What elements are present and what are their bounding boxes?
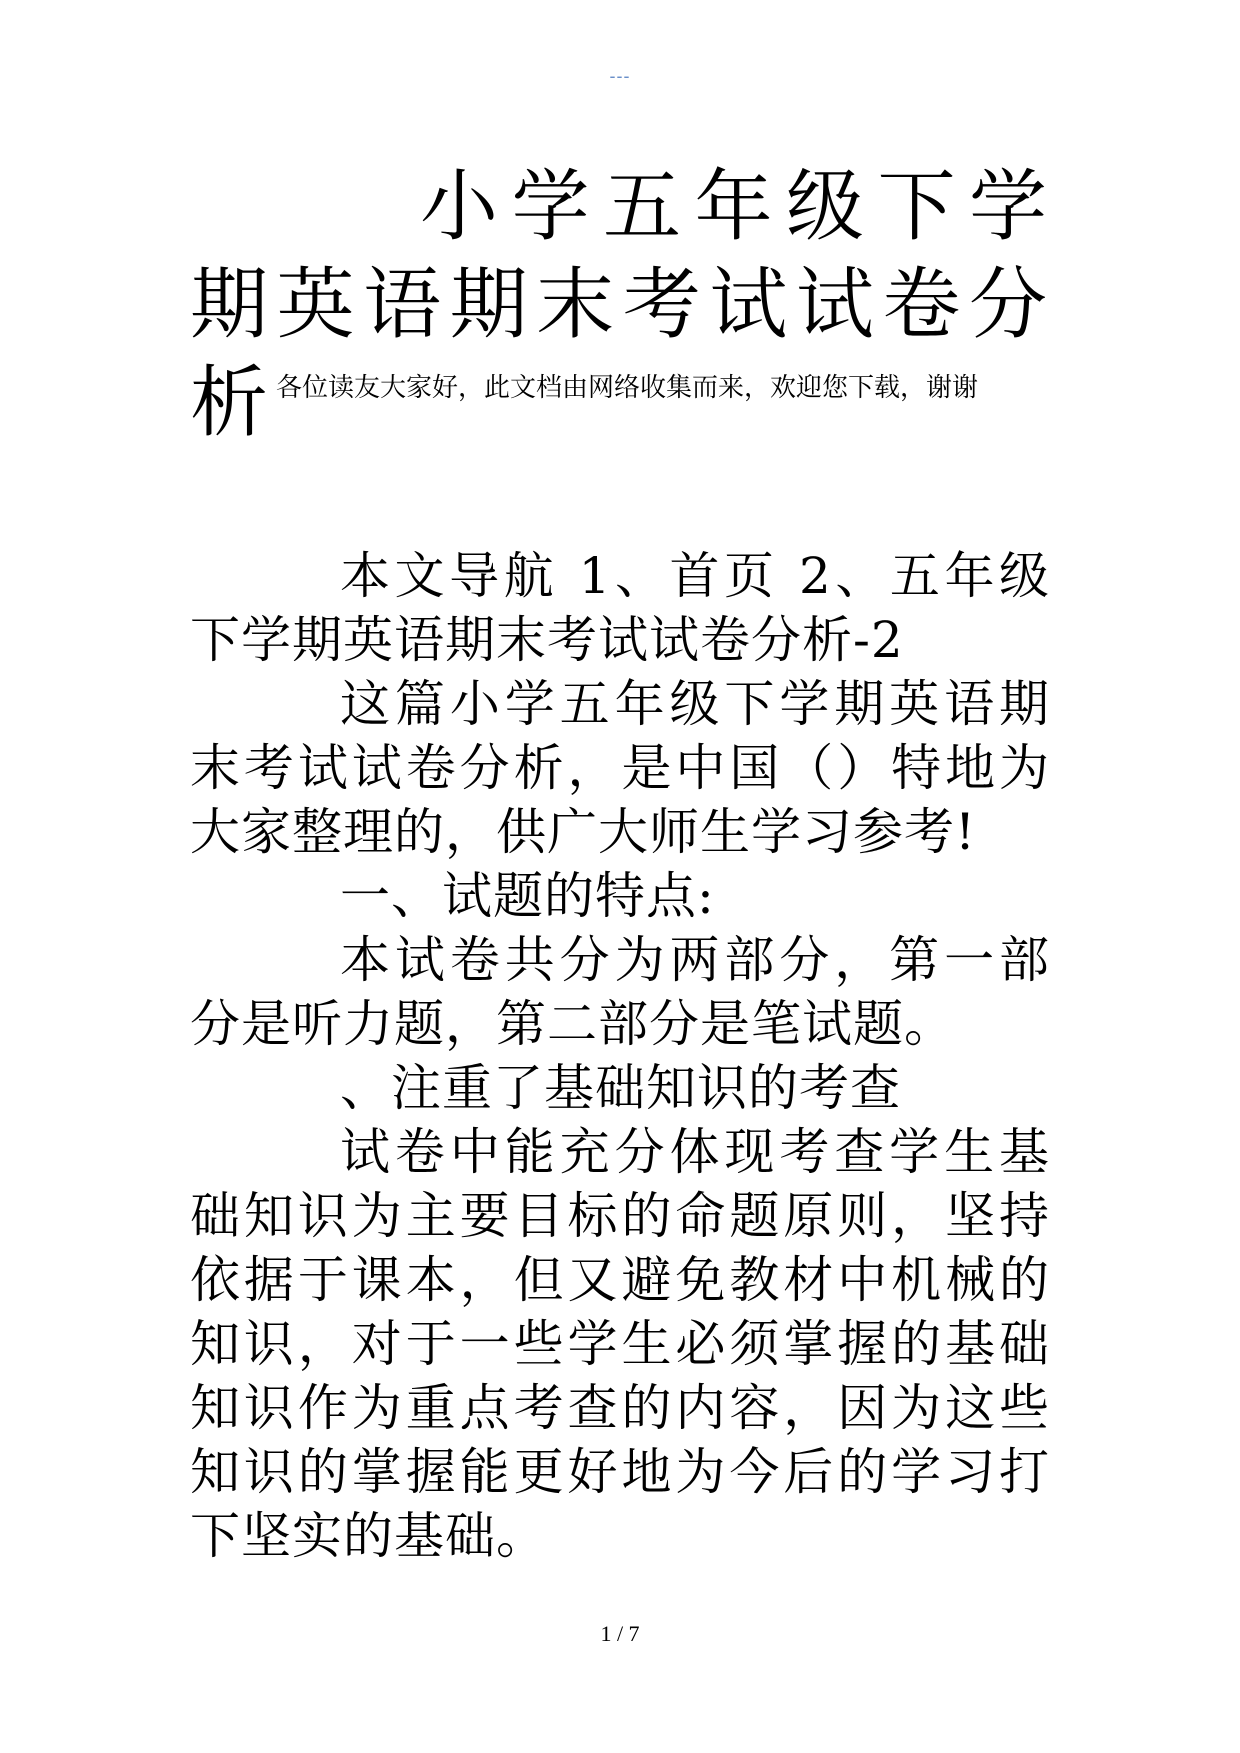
paragraph-basic-knowledge: 试卷中能充分体现考查学生基础知识为主要目标的命题原则，坚持依据于课本，但又避免教材中机械的知识，对于一些学生必须掌握的基础知识作为重点考查的内容，因为这些知识的掌握能更好地为今后的学习打下坚实的基础。	[190, 1123, 1050, 1565]
document-body	[190, 544, 1050, 1568]
page-number: 1 / 7	[600, 1621, 640, 1646]
section-heading-features: 一、试题的特点:	[340, 867, 715, 925]
document-title: 小学五年级下学期英语期末考试试卷分析	[190, 162, 1050, 448]
intro-text: 各位读友大家好，此文档由网络收集而来，欢迎您下载，谢谢	[276, 373, 979, 403]
paragraph-introduction: 这篇小学五年级下学期英语期末考试试卷分析，是中国（）特地为大家整理的，供广大师生学习参考!	[190, 675, 1050, 861]
header-mark: ---	[609, 66, 631, 86]
paragraph-navigation: 本文导航 1、首页 2、五年级下学期英语期末考试试卷分析-2	[190, 547, 1050, 669]
paragraph-structure: 本试卷共分为两部分，第一部分是听力题，第二部分是笔试题。	[190, 931, 1050, 1053]
subheading-basic-knowledge: 、注重了基础知识的考查	[340, 1059, 901, 1117]
